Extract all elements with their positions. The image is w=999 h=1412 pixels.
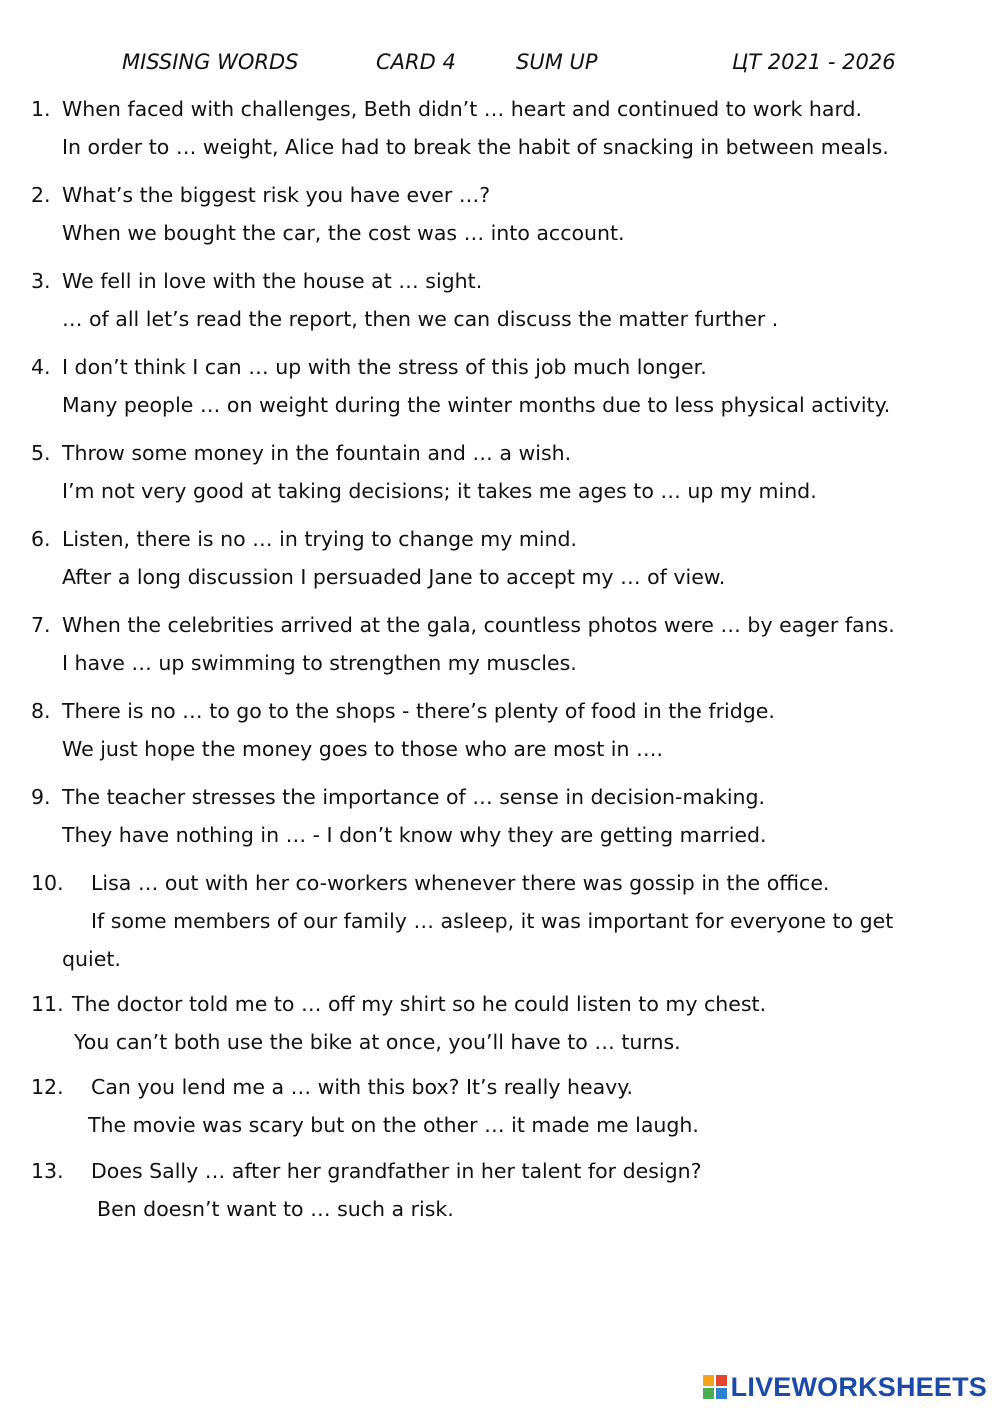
item-number: 1. <box>31 97 51 121</box>
item-sentence-2: They have nothing in … - I don’t know why they are getting married. <box>62 823 767 847</box>
item-sentence-1: When faced with challenges, Beth didn’t … heart and continued to work hard. <box>62 97 863 121</box>
item-number: 4. <box>31 355 51 379</box>
item-sentence-2: When we bought the car, the cost was … into account. <box>62 221 625 245</box>
item-sentence-1: I don’t think I can … up with the stress of this job much longer. <box>62 355 707 379</box>
item-sentence-1: There is no … to go to the shops - there’s plenty of food in the fridge. <box>62 699 775 723</box>
logo-text: LIVEWORKSHEETS <box>730 1371 987 1402</box>
item-sentence-1: Does Sally … after her grandfather in her talent for design? <box>91 1159 702 1183</box>
item-sentence-2: In order to … weight, Alice had to break the habit of snacking in between meals. <box>62 135 889 159</box>
item-number: 5. <box>31 441 51 465</box>
item-number: 3. <box>31 269 51 293</box>
item-number: 13. <box>31 1159 64 1183</box>
item-sentence-1: Can you lend me a … with this box? It’s really heavy. <box>91 1075 633 1099</box>
item-number: 10. <box>31 871 64 895</box>
liveworksheets-logo-icon <box>703 1375 727 1399</box>
item-sentence-1: When the celebrities arrived at the gala, countless photos were … by eager fans. <box>62 613 895 637</box>
header-title: MISSING WORDS <box>122 50 299 74</box>
item-sentence-2-continued: quiet. <box>62 947 121 971</box>
header-section: SUM UP <box>516 50 598 74</box>
item-number: 8. <box>31 699 51 723</box>
item-sentence-2: The movie was scary but on the other … it made me laugh. <box>88 1113 699 1137</box>
item-sentence-1: The doctor told me to … off my shirt so he could listen to my chest. <box>72 992 767 1016</box>
item-sentence-1: Throw some money in the fountain and … a wish. <box>62 441 572 465</box>
item-sentence-1: What’s the biggest risk you have ever …? <box>62 183 491 207</box>
item-sentence-2: Many people … on weight during the winter months due to less physical activity. <box>62 393 891 417</box>
item-number: 2. <box>31 183 51 207</box>
liveworksheets-logo <box>703 1370 987 1404</box>
item-sentence-1: The teacher stresses the importance of … sense in decision-making. <box>62 785 766 809</box>
header-card: CARD 4 <box>376 50 456 74</box>
worksheet-header <box>0 50 999 80</box>
item-sentence-1: We fell in love with the house at … sight. <box>62 269 483 293</box>
item-sentence-2: I have … up swimming to strengthen my muscles. <box>62 651 577 675</box>
item-sentence-2: If some members of our family … asleep, it was important for everyone to get <box>91 909 894 933</box>
item-number: 11. <box>31 992 64 1016</box>
item-sentence-2: You can’t both use the bike at once, you’ll have to … turns. <box>74 1030 681 1054</box>
item-number: 12. <box>31 1075 64 1099</box>
item-number: 9. <box>31 785 51 809</box>
item-number: 7. <box>31 613 51 637</box>
item-sentence-2: … of all let’s read the report, then we can discuss the matter further . <box>62 307 779 331</box>
item-number: 6. <box>31 527 51 551</box>
item-sentence-2: Ben doesn’t want to … such a risk. <box>97 1197 454 1221</box>
item-sentence-1: Lisa … out with her co-workers whenever there was gossip in the office. <box>91 871 830 895</box>
item-sentence-2: I’m not very good at taking decisions; it takes me ages to … up my mind. <box>62 479 817 503</box>
item-sentence-2: We just hope the money goes to those who are most in …. <box>62 737 664 761</box>
item-sentence-1: Listen, there is no … in trying to change my mind. <box>62 527 578 551</box>
item-sentence-2: After a long discussion I persuaded Jane to accept my … of view. <box>62 565 726 589</box>
header-years: ЦТ 2021 - 2026 <box>732 50 896 74</box>
